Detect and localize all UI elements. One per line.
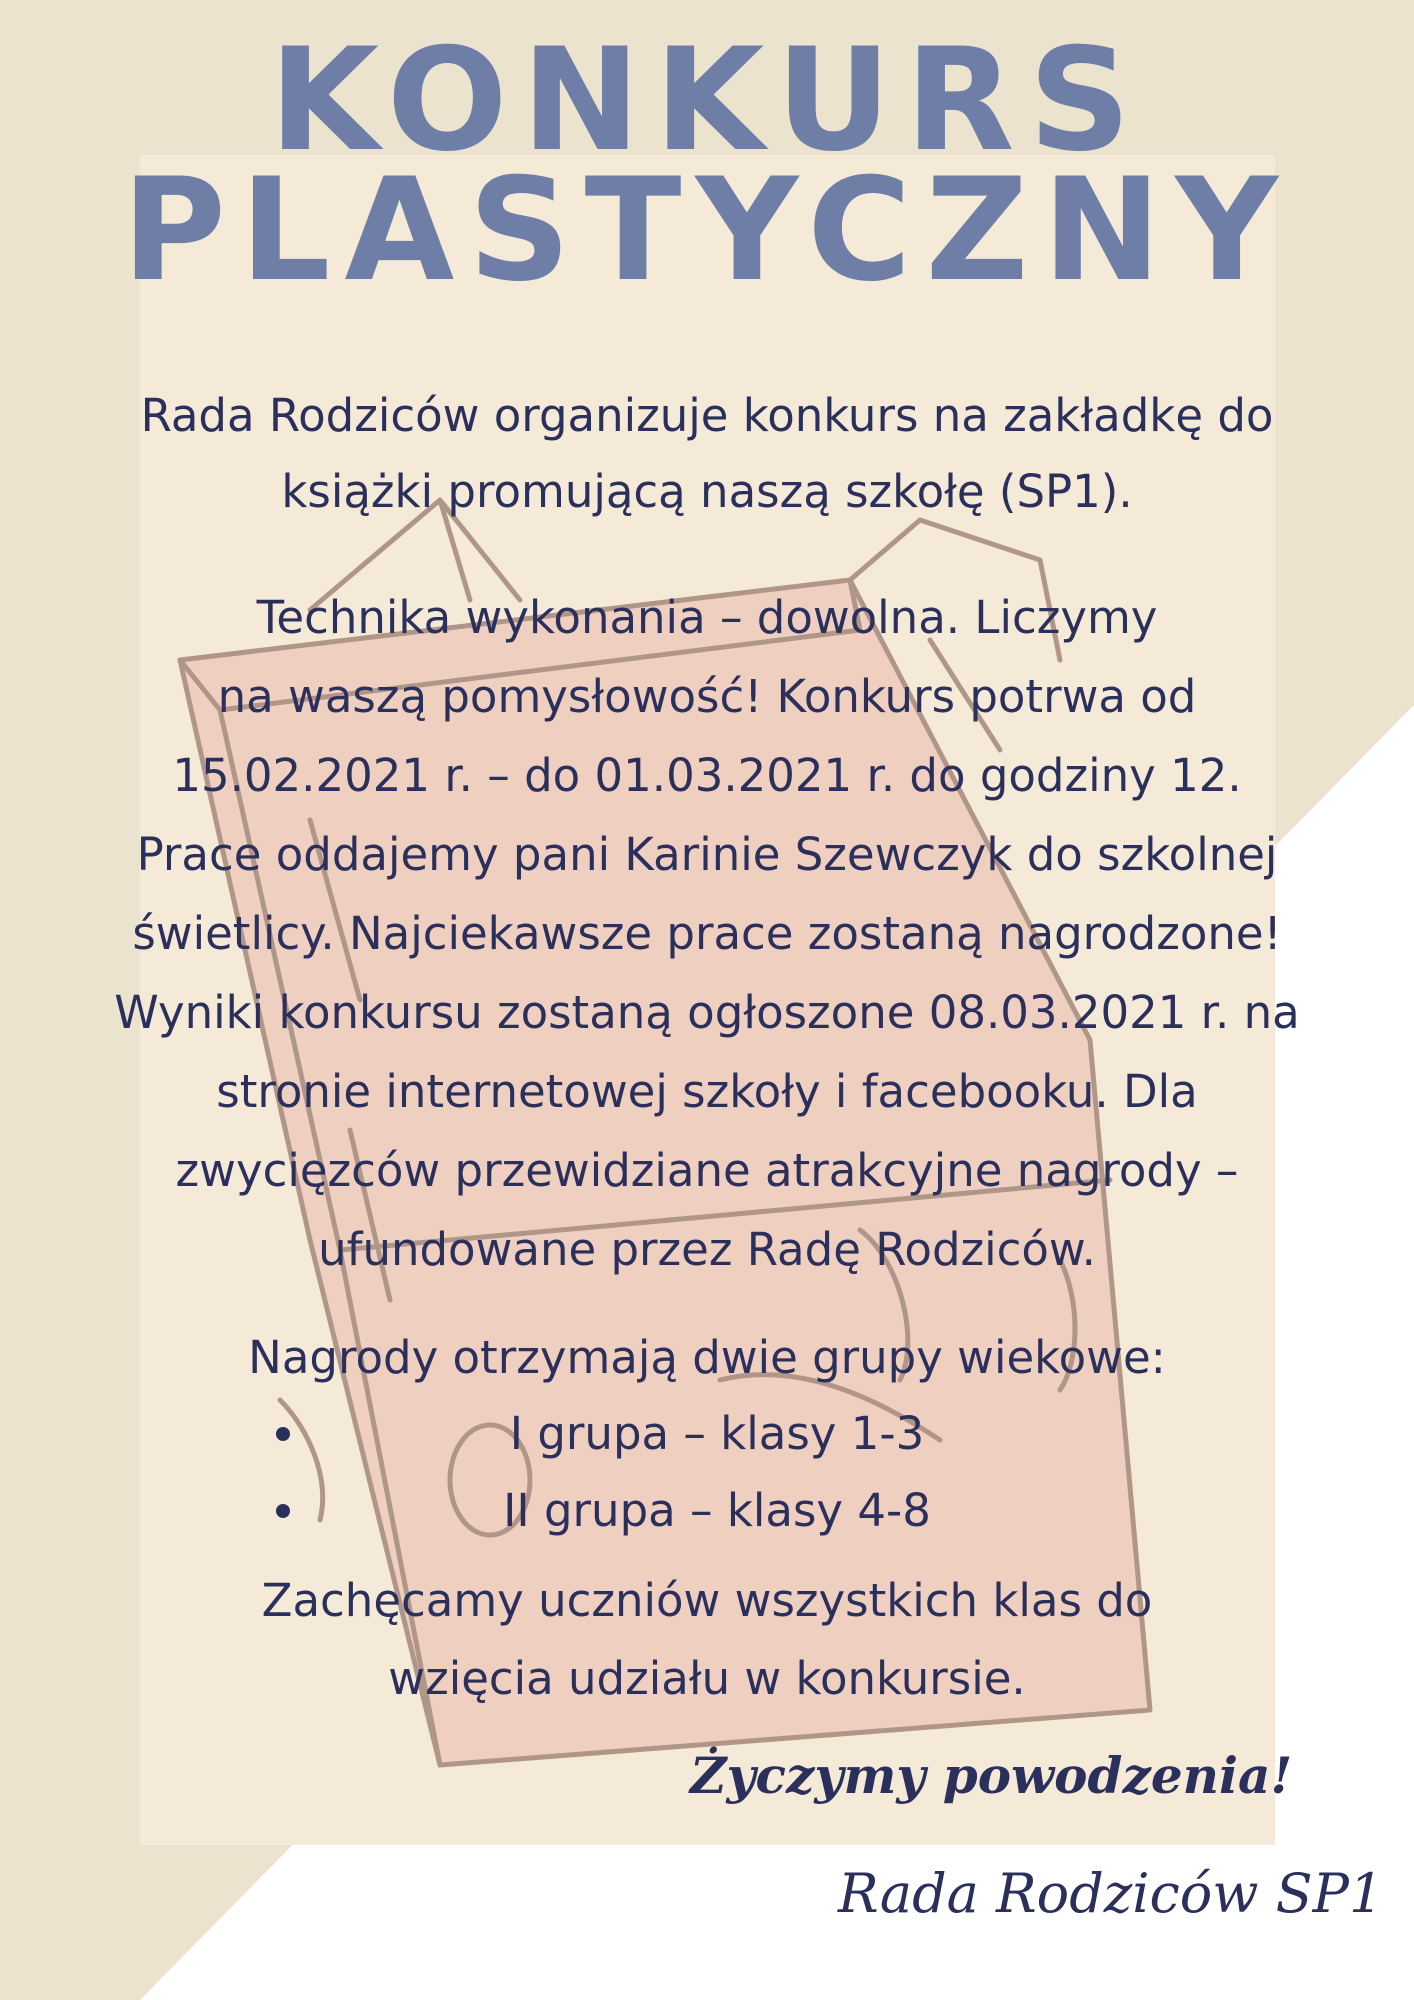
age-group-item [0, 1396, 1414, 1472]
title-line-2: PLASTYCZNY [121, 148, 1293, 313]
details-line: ufundowane przez Radę Rodziców. [318, 1223, 1096, 1276]
details-line: na waszą pomysłowość! Konkurs potrwa od [217, 670, 1197, 723]
details-paragraph [40, 578, 1374, 1289]
details-line: stronie internetowej szkoły i facebooku. Dla [216, 1065, 1198, 1118]
age-group-label: I grupa – klasy 1-3 [509, 1407, 925, 1460]
details-line: Prace oddajemy pani Karinie Szewczyk do szkolnej [136, 828, 1278, 881]
age-group-item [0, 1473, 1414, 1549]
good-luck-wish: Życzymy powodzenia! [690, 1746, 1293, 1805]
details-line: Technika wykonania – dowolna. Liczymy [256, 591, 1158, 644]
closing-line: Zachęcamy uczniów wszystkich klas do [261, 1574, 1153, 1627]
closing-line: wzięcia udziału w konkursie. [388, 1652, 1026, 1705]
intro-paragraph: Rada Rodziców organizuje konkurs na zakładkę do książki promującą naszą szkołę (SP1). [140, 389, 1274, 518]
title-line-1: KONKURS [269, 18, 1145, 183]
details-line: Wyniki konkursu zostaną ogłoszone 08.03.2021 r. na [114, 986, 1300, 1039]
details-line: zwycięzców przewidziane atrakcyjne nagrody – [175, 1144, 1239, 1197]
details-line: 15.02.2021 r. – do 01.03.2021 r. do godziny 12. [172, 749, 1242, 802]
closing-paragraph [40, 1562, 1374, 1718]
signature: Rada Rodziców SP1 [838, 1862, 1384, 1925]
age-group-label: II grupa – klasy 4-8 [503, 1484, 931, 1537]
age-groups-intro: Nagrody otrzymają dwie grupy wiekowe: [248, 1331, 1166, 1384]
details-line: świetlicy. Najciekawsze prace zostaną nagrodzone! [132, 907, 1282, 960]
